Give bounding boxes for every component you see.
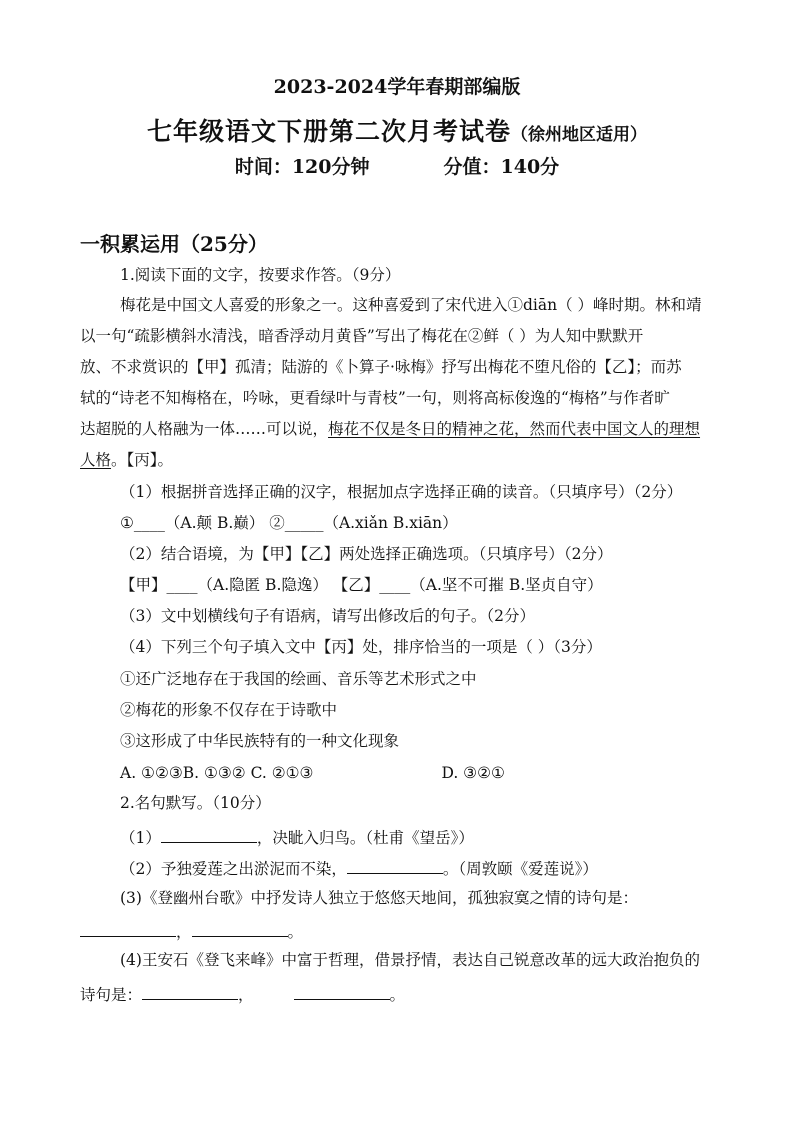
q2-line-3-comma: ，: [176, 923, 192, 941]
underlined-sentence-part-1: 梅花不仅是冬日的精神之花，然而代表中国文人的理想: [328, 420, 701, 438]
exam-title-main: 七年级语文下册第二次月考试卷: [146, 117, 511, 146]
q2-line-4-prefix: 诗句是：: [80, 986, 143, 1004]
sub-question-2: （2）结合语境，为【甲】【乙】两处选择正确选项。（只填序号）（2分）: [120, 545, 613, 563]
q2-prompt-text: 2.名句默写。（10分）: [120, 794, 271, 812]
year-title: 2023-2024学年春期部编版: [273, 76, 521, 98]
sentence-option-2: ②梅花的形象不仅存在于诗歌中: [120, 701, 338, 719]
exam-region-note: （徐州地区适用）: [511, 125, 647, 145]
passage-line-1: 梅花是中国文人喜爱的形象之一。这种喜爱到了宋代进入①diān（ ）峰时期。林和靖: [120, 296, 702, 314]
q2-line-1: [120, 828, 760, 847]
passage-end: 。【丙】。: [111, 451, 174, 469]
answer-blank[interactable]: [192, 922, 288, 937]
answer-blank[interactable]: [347, 859, 443, 874]
passage-line-3: 放、不求赏识的【甲】孤清；陆游的《卜算子·咏梅》抒写出梅花不堕凡俗的【乙】；而苏: [80, 358, 682, 376]
q2-line-4-answers: [80, 985, 720, 1004]
sentence-option-3: ③这形成了中华民族特有的一种文化现象: [120, 732, 400, 750]
q1-prompt: 1.阅读下面的文字，按要求作答。（9分）: [120, 266, 401, 284]
sentence-option-1: ①还广泛地存在于我国的绘画、音乐等艺术形式之中: [120, 670, 477, 688]
q2-line-1-prefix: （1）: [120, 829, 161, 847]
passage-line-6: [80, 453, 720, 469]
sub-question-2-answer: 【甲】____（A.隐匿 B.隐逸） 【乙】____（A.坚不可摧 B.坚贞自守）: [120, 576, 603, 594]
choice-options-abc: A. ①②③B. ①③② C. ②①③: [120, 764, 314, 782]
answer-blank[interactable]: [142, 985, 238, 1000]
sub-question-1-answer: ①____（A.颠 B.巅） ②_____（A.xiǎn B.xiān）: [120, 514, 458, 532]
q2-line-3-answers: [80, 922, 720, 941]
q2-line-4-comma: ，: [238, 986, 254, 1004]
q2-line-2-suffix: 。（周敦颐《爱莲说》）: [442, 860, 598, 878]
q2-line-4: (4)王安石《登飞来峰》中富于哲理，借景抒情，表达自己锐意改革的远大政治抱负的: [120, 951, 700, 969]
exam-title: [0, 112, 794, 148]
answer-blank[interactable]: [161, 828, 257, 843]
q2-line-4-period: 。: [389, 986, 406, 1004]
choice-options: [120, 766, 760, 782]
passage-line-5: [80, 422, 720, 438]
q2-line-3-period: 。: [287, 923, 304, 941]
sub-question-1: （1）根据拼音选择正确的汉字，根据加点字选择正确的读音。（只填序号）（2分）: [120, 483, 683, 501]
q2-line-3: (3)《登幽州台歌》中抒发诗人独立于悠悠天地间，孤独寂寞之情的诗句是：: [120, 889, 638, 907]
q2-line-2-prefix: （2）予独爱莲之出淤泥而不染，: [120, 860, 347, 878]
answer-blank[interactable]: [80, 922, 176, 937]
passage-line-4: 轼的“诗老不知梅格在，吟咏，更看绿叶与青枝”一句，则将高标俊逸的“梅格”与作者旷: [80, 389, 670, 407]
sub-question-3: （3）文中划横线句子有语病，请写出修改后的句子。（2分）: [120, 607, 535, 625]
exam-score: 分值：140分: [443, 156, 560, 178]
passage-line-5-text: 达超脱的人格融为一体……可以说，: [80, 420, 329, 438]
q2-line-2: [120, 859, 760, 878]
passage-line-2: 以一句“疏影横斜水清浅，暗香浮动月黄昏”写出了梅花在②鲜（ ）为人知中默默开: [80, 327, 644, 345]
underlined-sentence-part-2: 人格: [80, 451, 112, 469]
section-title: 一积累运用（25分）: [80, 232, 268, 256]
q2-line-1-suffix: ，决眦入归鸟。（杜甫《望岳》）: [256, 829, 474, 847]
sub-question-4: （4）下列三个句子填入文中【丙】处，排序恰当的一项是（ ）（3分）: [120, 638, 602, 656]
choice-option-d: D. ③②①: [441, 764, 505, 782]
exam-time: 时间：120分钟: [234, 156, 370, 178]
exam-meta: [0, 152, 794, 179]
answer-blank[interactable]: [294, 985, 390, 1000]
